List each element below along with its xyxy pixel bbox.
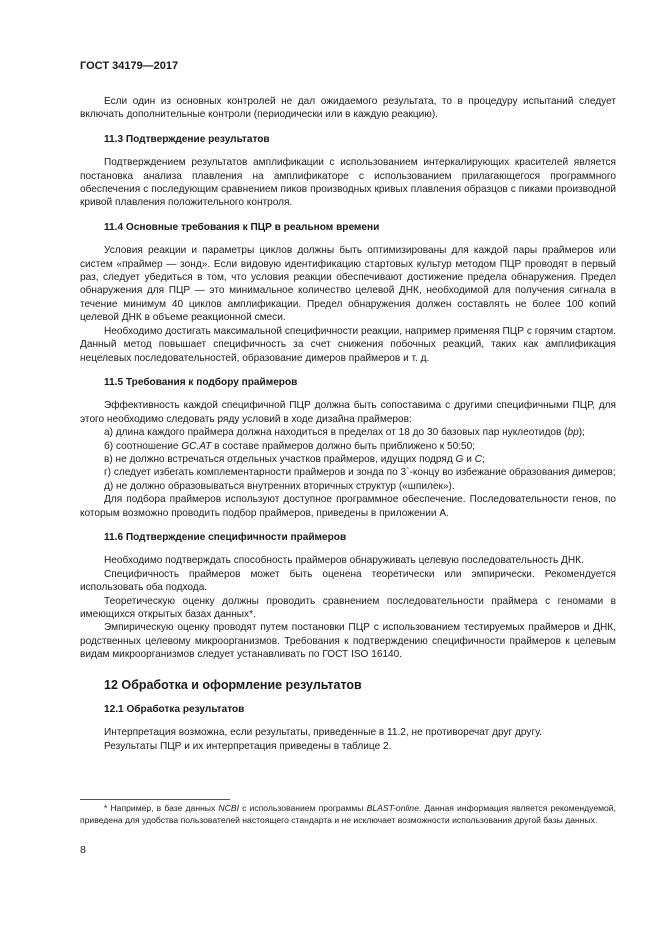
section-11-3-paragraph: Подтверждением результатов амплификации с использованием интеркалирующих красителей является постановка анализа плавления на амплификаторе с использованием прилагающегося программного обеспечения с последующим сравнением пиков производных кривых плавления образцов с пиками производной кривой плавления положительного контроля. bbox=[80, 157, 616, 209]
section-11-5-paragraph-1: Эффективность каждой специфичной ПЦР должна быть сопоставима с другими специфичными ПЦР, для этого необходимо следовать ряду условий в ходе дизайна праймеров: bbox=[80, 400, 616, 425]
list-item-v: в) не должно встречаться отдельных участков праймеров, идущих подряд G и C; bbox=[104, 453, 485, 465]
page-number: 8 bbox=[80, 844, 86, 856]
section-11-6-paragraph-4: Эмпирическую оценку проводят путем постановки ПЦР с использованием тестируемых праймеров и ДНК, родственных целевому микроорганизмов. Требования к подтверждению специфичности праймеров к целевым видам микроорганизмов следует устанавливать по ГОСТ ISO 16140. bbox=[80, 622, 616, 661]
section-12-1-paragraph-1: Интерпретация возможна, если результаты, приведенные в 11.2, не противоречат друг другу. bbox=[104, 727, 542, 739]
footnote-separator bbox=[80, 799, 230, 800]
document-body bbox=[80, 95, 616, 753]
footnote: * Например, в базе данных NCBI с использованием программы BLAST-online. Данная информация является рекомендуемой, приведена для удобства пользователей настоящего стандарта и не исключает возможности использования другой базы данных. bbox=[80, 803, 616, 825]
section-11-6-heading: 11.6 Подтверждение специфичности праймеров bbox=[104, 531, 347, 543]
intro-paragraph: Если один из основных контролей не дал ожидаемого результата, то в процедуру испытаний следует включать дополнительные контроли (периодически или в каждую реакцию). bbox=[80, 96, 616, 121]
section-11-4-heading: 11.4 Основные требования к ПЦР в реальном времени bbox=[104, 221, 380, 233]
list-item-g: г) следует избегать комплементарности праймеров и зонда по 3`-концу во избежание образования димеров; bbox=[104, 467, 616, 479]
section-12-1-heading: 12.1 Обработка результатов bbox=[104, 704, 245, 716]
section-11-3-heading: 11.3 Подтверждение результатов bbox=[104, 133, 270, 145]
section-12-heading: 12 Обработка и оформление результатов bbox=[104, 677, 362, 692]
section-11-5-paragraph-2: Для подбора праймеров используют доступное программное обеспечение. Последовательности генов, по которым возможно проводить подбор праймеров, приведены в приложении А. bbox=[80, 494, 616, 519]
section-11-4-paragraph-2: Необходимо достигать максимальной специфичности реакции, например применяя ПЦР с горячим стартом. Данный метод повышает специфичность за счет снижения побочных реакций, таких как амплификация нецелевых последовательностей, образование димеров праймеров и т. д. bbox=[80, 325, 616, 364]
section-11-5-heading: 11.5 Требования к подбору праймеров bbox=[104, 376, 298, 388]
section-11-6-paragraph-3: Теоретическую оценку должны проводить сравнением последовательности праймера с геномами в имеющихся открытых базах данных*. bbox=[80, 595, 616, 620]
standard-header: ГОСТ 34179—2017 bbox=[80, 60, 179, 72]
list-item-b: б) соотношение GC.AT в составе праймеров должно быть приближено к 50:50; bbox=[104, 440, 476, 452]
section-11-6-paragraph-2: Специфичность праймеров может быть оценена теоретически или эмпирически. Рекомендуется использовать оба подхода. bbox=[80, 568, 616, 594]
list-item-a: а) длина каждого праймера должна находиться в пределах от 18 до 30 базовых пар нуклеотидов (bp); bbox=[104, 427, 585, 439]
section-11-4-paragraph-1: Условия реакции и параметры циклов должны быть оптимизированы для каждой пары праймеров или систем «праймер — зонд». Если видовую идентификацию стартовых культур методом ПЦР проводят в первый раз, следует убедиться в том, что условия реакции обеспечивают достижение предела обнаружения. Предел обнаружения для ПЦР — это минимальное количество целевой ДНК, необходимой для получения сигнала в течение минимум 40 циклов амплификации. Предел обнаружения должен составлять не более 100 копий целевой ДНК в объеме реакционной смеси. bbox=[80, 245, 616, 324]
section-12-1-paragraph-2: Результаты ПЦР и их интерпретация приведены в таблице 2. bbox=[104, 740, 392, 752]
list-item-d: д) не должно образовываться внутренних вторичных структур («шпилек»). bbox=[104, 480, 455, 492]
section-11-6-paragraph-1: Необходимо подтверждать способность праймеров обнаруживать целевую последовательность ДНК. bbox=[104, 555, 584, 567]
